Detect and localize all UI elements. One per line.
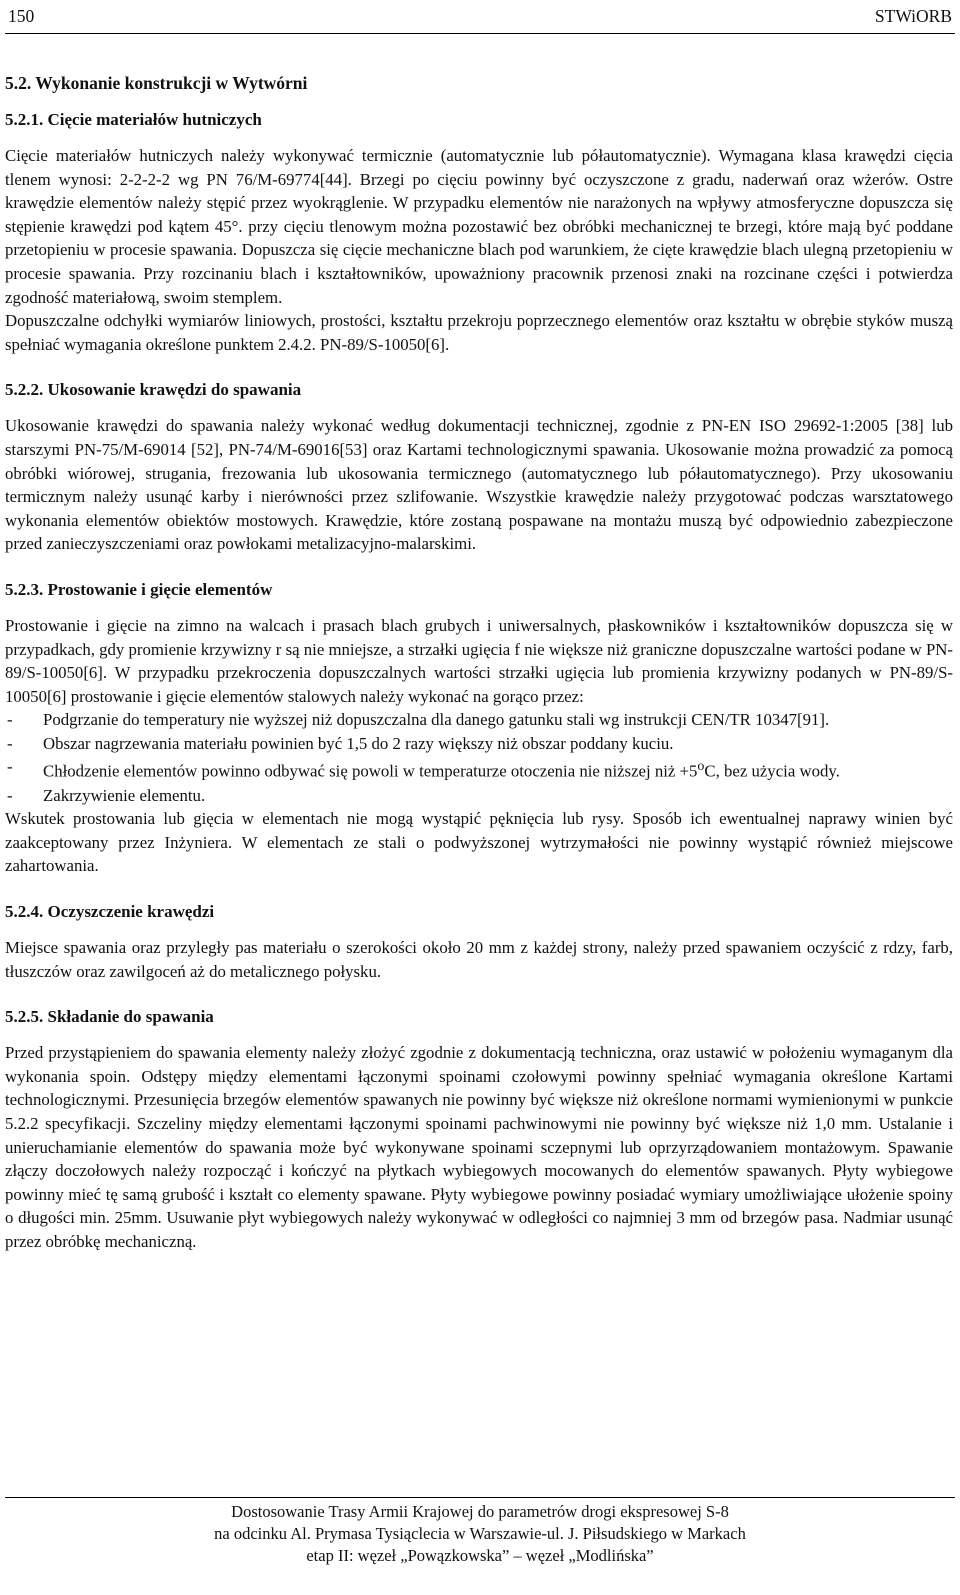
subsection-title: Ukosowanie krawędzi do spawania: [47, 380, 302, 400]
list-item-text: Chłodzenie elementów powinno odbywać się powoli w temperaturze otoczenia nie niższej niż +5: [43, 762, 698, 782]
page-number: 150: [8, 6, 35, 26]
paragraph: Dopuszczalne odchyłki wymiarów liniowych, prostości, kształtu przekroju poprzecznego elementów oraz kształtu w obrębie styków muszą spełniać wymagania określone punktem 2.4.2. PN-89/S-10050[6].: [5, 311, 953, 354]
paragraph: Miejsce spawania oraz przyległy pas materiału o szerokości około 20 mm z każdej strony, należy przed spawaniem oczyścić z rdzy, farb, tłuszczów oraz zawilgoceń aż do metalicznego połysku.: [5, 938, 953, 981]
paragraph: Przed przystąpieniem do spawania elementy należy złożyć zgodnie z dokumentacją techniczna, oraz ustawić w położeniu wymaganym dla wykonania spoin. Odstępy między elementami łączonymi spoinami czołowymi powinny spełniać wymagania określone Kartami technologicznymi. Przesunięcia brzegów elementów spawanych nie powinny być większe niż określone normami wymienionymi w punkcie 5.2.2 specyfikacji. Szczeliny między elementami łączonymi spoinami pachwinowymi nie powinny być większe niż 1,0 mm. Ustalanie i unieruchamianie elementów do spawania może być wykonywane spoinami sczepnymi lub oprzyrządowaniem montażowym. Spawanie złączy doczołowych należy rozpocząć i kończyć na płytkach wybiegowych mocowanych do elementów spawanych. Płyty wybiegowe powinny mieć tę samą grubość i kształt co elementy spawane. Płyty wybiegowe powinny posiadać wymiary umożliwiające ułożenie spoiny o długości min. 25mm. Usuwanie płyt wybiegowych należy wykonywać w odległości co najmniej 3 mm od brzegów pasa. Nadmiar usunąć przez obróbkę mechaniczną.: [5, 1043, 953, 1251]
subsection-number: 5.2.1.: [5, 110, 44, 129]
paragraph: Prostowanie i gięcie na zimno na walcach i prasach blach grubych i uniwersalnych, płaskowników i kształtowników dopuszcza się w przypadkach, gdy promienie krzywizny r są nie mniejsze, a strzałki ugięcia f nie większe niż graniczne dopuszczalne wartości podane w PN-89/S-10050[6]. W przypadku przekroczenia dopuszczalnych wartości strzałki ugięcia lub promienia krzywizny podanych w PN-89/S-10050[6] prostowanie i gięcie elementów stalowych należy wykonać na gorąco przez:: [5, 615, 953, 706]
subsection-number: 5.2.5.: [5, 1007, 44, 1027]
subsection-heading-5-2-4: [5, 900, 953, 924]
subsection-number: 5.2.3.: [5, 579, 44, 599]
subsection-title: Cięcie materiałów hutniczych: [47, 110, 262, 129]
list-item-text: C, bez użycia wody.: [704, 762, 840, 782]
list-item: - Zakrzywienie elementu.: [5, 784, 953, 808]
running-title: STWiORB: [874, 6, 952, 26]
subsection-number: 5.2.4.: [5, 902, 44, 922]
footer-line: na odcinku Al. Prymasa Tysiąclecia w Warszawie-ul. J. Piłsudskiego w Markach: [214, 1524, 746, 1543]
subsection-heading-5-2-2: [5, 378, 953, 402]
subsection-title: Składanie do spawania: [47, 1007, 214, 1027]
footer-line: Dostosowanie Trasy Armii Krajowej do parametrów drogi ekspresowej S-8: [231, 1502, 729, 1521]
dash-list: [5, 708, 953, 807]
subsection-title: Prostowanie i gięcie elementów: [47, 579, 273, 599]
section-title: 5.2. Wykonanie konstrukcji w Wytwórni: [5, 73, 308, 93]
degree-superscript: o: [697, 759, 705, 775]
subsection-number: 5.2.2.: [5, 380, 44, 400]
page-header: [5, 0, 955, 34]
footer-line: etap II: węzeł „Powązkowska” – węzeł „Modlińska”: [306, 1546, 654, 1565]
paragraph: Wskutek prostowania lub gięcia w elementach nie mogą wystąpić pęknięcia lub rysy. Sposób ich ewentualnej naprawy winien być zaakceptowany przez Inżyniera. W elementach ze stali o podwyższonej wytrzymałości nie powinny wystąpić również miejscowe zahartowania.: [5, 809, 953, 876]
subsection-heading-5-2-1: [5, 108, 953, 132]
page-content: [5, 71, 953, 1254]
paragraph: Cięcie materiałów hutniczych należy wykonywać termicznie (automatycznie lub półautomatycznie). Wymagana klasa krawędzi cięcia tlenem wynosi: 2-2-2-2 wg PN 76/M-69774[44]. Brzegi po cięciu powinny być oczyszczone z gradu, naderwań oraz wżerów. Ostre krawędzie elementów należy stępić przez wyokrąglenie. W przypadku elementów nie narażonych na wpływy atmosferyczne dopuszcza się stępienie krawędzi pod kątem 45°. przy cięciu tlenowym można pozostawić bez obróbki mechanicznej te brzegi, które mają być poddane przetopieniu w procesie spawania. Dopuszcza się cięcie mechaniczne blach pod warunkiem, że cięte krawędzie blach ulegną przetopieniu w procesie spawania. Przy rozcinaniu blach i kształtowników, upoważniony pracownik przenosi znaki na rozcinane części i potwierdza zgodność materiałową, swoim stemplem.: [5, 146, 953, 307]
list-item: - Obszar nagrzewania materiału powinien być 1,5 do 2 razy większy niż obszar poddany kuciu.: [5, 732, 953, 756]
subsection-title: Oczyszczenie krawędzi: [47, 902, 215, 922]
subsection-heading-5-2-5: [5, 1005, 953, 1029]
page-footer: [5, 1497, 955, 1567]
subsection-heading-5-2-3: [5, 578, 953, 602]
list-item: - Podgrzanie do temperatury nie wyższej niż dopuszczalna dla danego gatunku stali wg instrukcji CEN/TR 10347[91].: [5, 708, 953, 732]
paragraph: Ukosowanie krawędzi do spawania należy wykonać według dokumentacji technicznej, zgodnie z PN-EN ISO 29692-1:2005 [38] lub starszymi PN-75/M-69014 [52], PN-74/M-69016[53] oraz Kartami technologicznymi spawania. Ukosowanie można prowadzić za pomocą obróbki wiórowej, strugania, frezowania lub ukosowania termicznego (automatycznego lub półautomatycznego). Przy ukosowaniu termicznym należy usunąć karby i nierówności przez szlifowanie. Wszystkie krawędzie należy przygotować podczas warsztatowego wykonania elementów obiektów mostowych. Krawędzie, które zostaną pospawane na montażu muszą być odpowiednio zabezpieczone przed zanieczyszczeniami oraz powłokami metalizacyjno-malarskimi.: [5, 416, 953, 554]
list-item: [5, 755, 953, 783]
